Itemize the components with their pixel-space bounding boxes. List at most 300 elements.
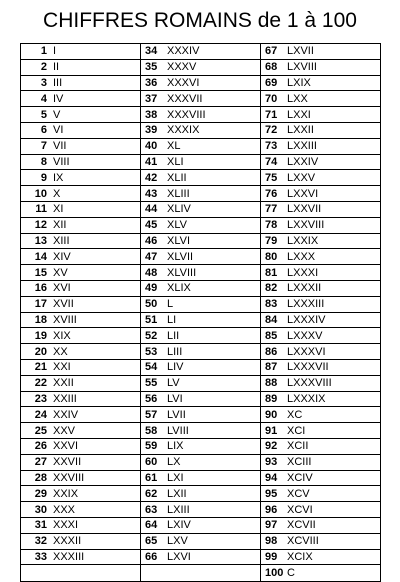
roman-numeral: LXXVI (287, 187, 319, 200)
table-row (141, 218, 260, 234)
table-row (21, 202, 140, 218)
arabic-number: 80 (265, 250, 278, 263)
roman-numeral: LIII (167, 345, 183, 358)
arabic-number: 57 (145, 408, 158, 421)
arabic-number: 29 (34, 487, 47, 500)
table-row (21, 186, 140, 202)
roman-numeral: XXXIII (53, 550, 85, 563)
roman-numeral: XXXIV (167, 45, 200, 58)
roman-numeral: LXXXVI (287, 345, 326, 358)
roman-numeral: XXXI (53, 519, 79, 532)
arabic-number: 61 (145, 471, 158, 484)
arabic-number: 71 (265, 108, 278, 121)
roman-numeral: LXXII (287, 124, 314, 137)
arabic-number: 8 (40, 155, 47, 168)
table-row (141, 471, 260, 487)
arabic-number: 65 (145, 535, 158, 548)
table-row (141, 392, 260, 408)
roman-numeral: LXXXIII (287, 298, 325, 311)
table-row (21, 170, 140, 186)
roman-numeral: XCIII (287, 456, 312, 469)
table-row (21, 518, 140, 534)
roman-numeral: XLVII (167, 250, 194, 263)
arabic-number: 38 (145, 108, 158, 121)
arabic-number: 35 (145, 61, 158, 74)
table-row (21, 155, 140, 171)
table-row (141, 139, 260, 155)
table-row (21, 407, 140, 423)
roman-numeral: XCVIII (287, 535, 319, 548)
roman-numeral: XXVIII (53, 471, 85, 484)
arabic-number: 18 (34, 313, 47, 326)
arabic-number: 81 (265, 266, 278, 279)
table-row (261, 91, 380, 107)
arabic-number: 37 (145, 92, 158, 105)
roman-numeral: XV (53, 266, 68, 279)
arabic-number: 30 (34, 503, 47, 516)
table-row (141, 407, 260, 423)
roman-numeral: X (53, 187, 61, 200)
table-row (141, 107, 260, 123)
roman-numeral: XLIV (167, 203, 191, 216)
arabic-number: 76 (265, 187, 278, 200)
arabic-number: 44 (145, 203, 158, 216)
table-row (141, 249, 260, 265)
roman-numeral: XXI (53, 361, 71, 374)
arabic-number: 58 (145, 424, 158, 437)
table-row (261, 123, 380, 139)
arabic-number: 67 (265, 45, 278, 58)
roman-numeral: LXVIII (287, 61, 317, 74)
roman-numeral: LXV (167, 535, 188, 548)
roman-numeral: XXVII (53, 456, 82, 469)
roman-numeral: XCIX (287, 550, 313, 563)
roman-numeral: LII (167, 329, 180, 342)
table-row (141, 423, 260, 439)
arabic-number: 2 (40, 61, 47, 74)
roman-numeral: L (167, 298, 174, 311)
arabic-number: 72 (265, 124, 278, 137)
table-row (261, 360, 380, 376)
table-row (21, 249, 140, 265)
roman-numeral: LVIII (167, 424, 189, 437)
roman-numeral: XXXII (53, 535, 82, 548)
table-column (261, 44, 380, 581)
roman-numeral: LV (167, 377, 180, 390)
table-row (261, 486, 380, 502)
table-row (21, 297, 140, 313)
table-row (21, 139, 140, 155)
arabic-number: 28 (34, 471, 47, 484)
roman-numeral: XC (287, 408, 303, 421)
arabic-number: 15 (34, 266, 47, 279)
arabic-number: 78 (265, 219, 278, 232)
table-row (141, 439, 260, 455)
roman-numeral: LXXXIX (287, 392, 326, 405)
roman-numeral: XLIII (167, 187, 190, 200)
roman-numeral: I (53, 45, 57, 58)
table-row (141, 313, 260, 329)
roman-numeral: LXXV (287, 171, 316, 184)
table-row (261, 202, 380, 218)
arabic-number: 96 (265, 503, 278, 516)
table-row (141, 360, 260, 376)
arabic-number: 27 (34, 456, 47, 469)
table-row (261, 76, 380, 92)
table-row (141, 202, 260, 218)
table-row (261, 344, 380, 360)
table-row (141, 123, 260, 139)
roman-numeral: XCI (287, 424, 306, 437)
roman-numeral: XII (53, 219, 67, 232)
roman-numeral: LXVI (167, 550, 191, 563)
arabic-number: 34 (145, 45, 158, 58)
arabic-number: 49 (145, 282, 158, 295)
table-column (21, 44, 141, 581)
arabic-number: 53 (145, 345, 158, 358)
arabic-number: 24 (34, 408, 47, 421)
roman-numeral: XXIX (53, 487, 79, 500)
roman-numeral: C (287, 567, 295, 580)
roman-numeral: XIII (53, 234, 70, 247)
table-row (261, 155, 380, 171)
roman-numeral: II (53, 61, 60, 74)
table-row (21, 455, 140, 471)
page-title: CHIFFRES ROMAINS de 1 à 100 (43, 9, 357, 32)
table-row (21, 76, 140, 92)
arabic-number: 68 (265, 61, 278, 74)
table-row (21, 281, 140, 297)
roman-numeral: XCII (287, 440, 309, 453)
table-row (261, 471, 380, 487)
roman-numeral: XXV (53, 424, 76, 437)
arabic-number: 1 (40, 45, 47, 58)
roman-numeral: LIX (167, 440, 184, 453)
table-row (141, 76, 260, 92)
arabic-number: 45 (145, 219, 158, 232)
table-row (21, 91, 140, 107)
table-row (261, 44, 380, 60)
arabic-number: 62 (145, 487, 158, 500)
arabic-number: 6 (40, 124, 47, 137)
table-row (261, 376, 380, 392)
arabic-number: 52 (145, 329, 158, 342)
arabic-number: 70 (265, 92, 278, 105)
table-row (141, 91, 260, 107)
roman-numeral: LVI (167, 392, 183, 405)
arabic-number: 40 (145, 140, 158, 153)
arabic-number: 43 (145, 187, 158, 200)
table-row (261, 139, 380, 155)
arabic-number: 97 (265, 519, 278, 532)
table-row (261, 455, 380, 471)
table-row (141, 265, 260, 281)
table-row (261, 186, 380, 202)
arabic-number: 33 (34, 550, 47, 563)
roman-numeral: LXXIII (287, 140, 317, 153)
table-row (141, 565, 260, 581)
arabic-number: 26 (34, 440, 47, 453)
roman-numeral: XXXVI (167, 76, 200, 89)
table-row (261, 565, 380, 581)
table-row (261, 502, 380, 518)
arabic-number: 90 (265, 408, 278, 421)
arabic-number: 74 (265, 155, 278, 168)
arabic-number: 48 (145, 266, 158, 279)
arabic-number: 19 (34, 329, 47, 342)
table-row (21, 360, 140, 376)
roman-numeral: LXXXI (287, 266, 319, 279)
table-row (261, 234, 380, 250)
roman-numeral: IV (53, 92, 64, 105)
roman-numeral: XI (53, 203, 64, 216)
roman-numeral: VI (53, 124, 64, 137)
roman-numeral: XXX (53, 503, 76, 516)
roman-numeral: XXIII (53, 392, 77, 405)
arabic-number: 3 (40, 76, 47, 89)
arabic-number: 86 (265, 345, 278, 358)
roman-numeral: XXXVIII (167, 108, 206, 121)
roman-numeral: LXX (287, 92, 308, 105)
arabic-number: 75 (265, 171, 278, 184)
roman-numeral: LI (167, 313, 177, 326)
arabic-number: 16 (34, 282, 47, 295)
roman-numeral: XLVI (167, 234, 191, 247)
arabic-number: 54 (145, 361, 158, 374)
table-row (141, 186, 260, 202)
table-row (141, 297, 260, 313)
arabic-number: 93 (265, 456, 278, 469)
roman-numeral: XLV (167, 219, 187, 232)
arabic-number: 63 (145, 503, 158, 516)
table-row (21, 439, 140, 455)
table-row (21, 60, 140, 76)
table-row (141, 534, 260, 550)
table-row (141, 344, 260, 360)
roman-numeral: LXXXVII (287, 361, 329, 374)
roman-numeral: V (53, 108, 61, 121)
table-row (21, 218, 140, 234)
table-row (261, 534, 380, 550)
arabic-number: 50 (145, 298, 158, 311)
arabic-number: 11 (35, 203, 47, 216)
table-row (21, 392, 140, 408)
arabic-number: 64 (145, 519, 158, 532)
roman-numeral: LXXXVIII (287, 377, 332, 390)
roman-numeral: LXXXII (287, 282, 322, 295)
table-row (141, 518, 260, 534)
table-row (261, 60, 380, 76)
roman-numeral: LXII (167, 487, 187, 500)
arabic-number: 85 (265, 329, 278, 342)
table-row (261, 392, 380, 408)
roman-numeral: XXII (53, 377, 74, 390)
roman-numeral: LX (167, 456, 181, 469)
arabic-number: 87 (265, 361, 278, 374)
roman-numeral: XX (53, 345, 68, 358)
arabic-number: 10 (34, 187, 47, 200)
table-row (261, 550, 380, 566)
arabic-number: 88 (265, 377, 278, 390)
arabic-number: 84 (265, 313, 278, 326)
arabic-number: 83 (265, 298, 278, 311)
table-row (141, 44, 260, 60)
arabic-number: 17 (34, 298, 47, 311)
arabic-number: 4 (40, 92, 47, 105)
table-row (21, 550, 140, 566)
roman-numeral: LXXIV (287, 155, 319, 168)
table-row (21, 44, 140, 60)
roman-numeral: LXIV (167, 519, 191, 532)
arabic-number: 77 (265, 203, 278, 216)
arabic-number: 100 (265, 567, 284, 580)
table-row (261, 281, 380, 297)
roman-numeral: LXXVIII (287, 219, 325, 232)
arabic-number: 21 (34, 361, 47, 374)
table-row (141, 455, 260, 471)
arabic-number: 12 (34, 219, 47, 232)
table-row (261, 423, 380, 439)
roman-numeral: XIV (53, 250, 71, 263)
roman-numeral: IX (53, 171, 64, 184)
arabic-number: 31 (34, 519, 47, 532)
roman-numeral: XCVII (287, 519, 316, 532)
roman-numeral: LXIII (167, 503, 190, 516)
table-row (141, 170, 260, 186)
table-row (141, 502, 260, 518)
roman-numeral: XXIV (53, 408, 79, 421)
arabic-number: 66 (145, 550, 158, 563)
arabic-number: 14 (34, 250, 47, 263)
arabic-number: 98 (265, 535, 278, 548)
table-row (21, 313, 140, 329)
table-row (21, 534, 140, 550)
arabic-number: 56 (145, 392, 158, 405)
arabic-number: 79 (265, 234, 278, 247)
arabic-number: 99 (265, 550, 278, 563)
table-row (141, 376, 260, 392)
roman-numerals-table (20, 43, 381, 582)
roman-numeral: LIV (167, 361, 184, 374)
table-row (141, 328, 260, 344)
arabic-number: 42 (145, 171, 158, 184)
arabic-number: 82 (265, 282, 278, 295)
roman-numeral: XVI (53, 282, 71, 295)
table-row (261, 328, 380, 344)
table-row (261, 407, 380, 423)
roman-numeral: XXXV (167, 61, 197, 74)
roman-numeral: XIX (53, 329, 71, 342)
arabic-number: 7 (40, 140, 47, 153)
table-row (141, 486, 260, 502)
roman-numeral: XCVI (287, 503, 313, 516)
arabic-number: 47 (145, 250, 158, 263)
table-row (21, 486, 140, 502)
roman-numeral: XLI (167, 155, 184, 168)
arabic-number: 73 (265, 140, 278, 153)
arabic-number: 13 (34, 234, 47, 247)
table-row (141, 281, 260, 297)
table-row (141, 155, 260, 171)
roman-numeral: LXIX (287, 76, 311, 89)
table-row (261, 313, 380, 329)
arabic-number: 92 (265, 440, 278, 453)
arabic-number: 46 (145, 234, 158, 247)
roman-numeral: LXXIX (287, 234, 319, 247)
roman-numeral: VIII (53, 155, 70, 168)
roman-numeral: XLIX (167, 282, 191, 295)
table-row (21, 328, 140, 344)
table-row (141, 60, 260, 76)
table-row (21, 265, 140, 281)
arabic-number: 95 (265, 487, 278, 500)
table-row (21, 423, 140, 439)
roman-numeral: XVII (53, 298, 74, 311)
roman-numeral: LXI (167, 471, 184, 484)
arabic-number: 51 (145, 313, 158, 326)
table-row (21, 471, 140, 487)
roman-numeral: XXXIX (167, 124, 200, 137)
roman-numeral: XLVIII (167, 266, 197, 279)
table-row (261, 439, 380, 455)
roman-numeral: LXXX (287, 250, 316, 263)
roman-numeral: XXVI (53, 440, 79, 453)
table-row (21, 376, 140, 392)
table-row (261, 249, 380, 265)
table-row (141, 550, 260, 566)
arabic-number: 25 (34, 424, 47, 437)
arabic-number: 5 (40, 108, 47, 121)
arabic-number: 9 (40, 171, 47, 184)
arabic-number: 59 (145, 440, 158, 453)
roman-numeral: LXXXIV (287, 313, 326, 326)
table-row (261, 170, 380, 186)
roman-numeral: XVIII (53, 313, 77, 326)
arabic-number: 60 (145, 456, 158, 469)
roman-numeral: LVII (167, 408, 186, 421)
arabic-number: 55 (145, 377, 158, 390)
arabic-number: 20 (34, 345, 47, 358)
arabic-number: 39 (145, 124, 158, 137)
roman-numeral: XL (167, 140, 181, 153)
roman-numeral: XCV (287, 487, 310, 500)
table-row (261, 218, 380, 234)
table-column (141, 44, 261, 581)
arabic-number: 69 (265, 76, 278, 89)
table-row (261, 265, 380, 281)
table-row (261, 107, 380, 123)
arabic-number: 94 (265, 471, 278, 484)
roman-numeral: LXVII (287, 45, 314, 58)
arabic-number: 32 (34, 535, 47, 548)
roman-numeral: XCIV (287, 471, 313, 484)
roman-numeral: XLII (167, 171, 187, 184)
roman-numeral: VII (53, 140, 67, 153)
arabic-number: 41 (145, 155, 158, 168)
roman-numeral: XXXVII (167, 92, 203, 105)
table-row (21, 565, 140, 581)
table-row (21, 123, 140, 139)
arabic-number: 91 (265, 424, 278, 437)
roman-numeral: LXXVII (287, 203, 322, 216)
table-row (261, 518, 380, 534)
table-row (21, 502, 140, 518)
table-row (21, 234, 140, 250)
table-row (261, 297, 380, 313)
arabic-number: 89 (265, 392, 278, 405)
roman-numeral: III (53, 76, 63, 89)
table-row (21, 344, 140, 360)
